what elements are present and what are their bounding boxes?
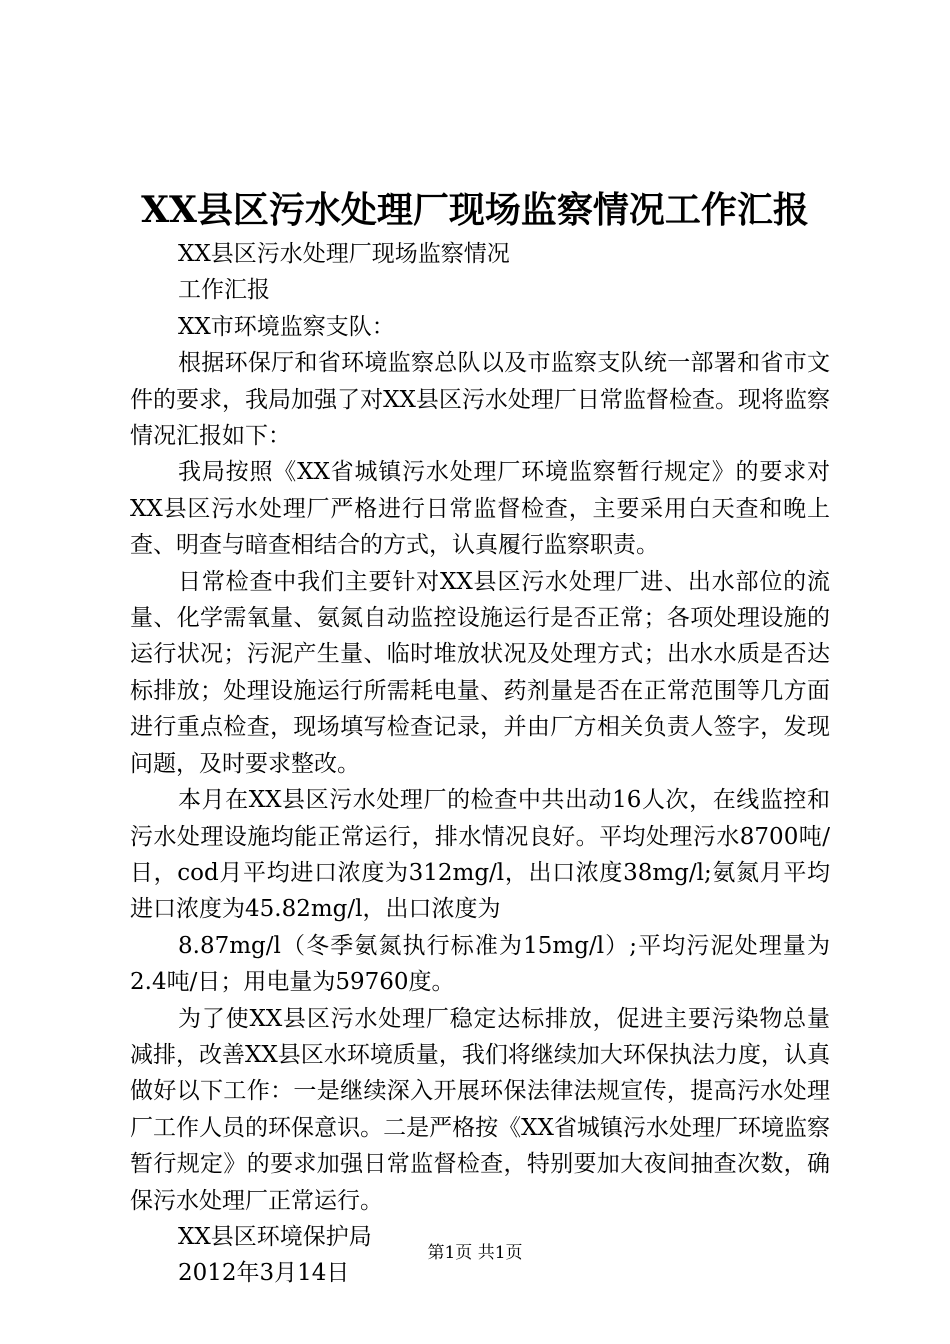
signature: XX县区环境保护局 (178, 1223, 372, 1250)
subtitle-line-2: 工作汇报 (178, 277, 270, 304)
paragraph-4: 本月在XX县区污水处理厂的检查中共出动16人次，在线监控和污水处理设施均能正常运行，排水情况良好。平均处理污水8700吨/日，cod月平均进口浓度为312mg/l，出口浓度38mg/l;氨氮月平均进口浓度为45.82mg/l，出口浓度为 (130, 787, 830, 923)
salutation: XX市环境监察支队： (178, 313, 395, 340)
date: 2012年3月14日 (178, 1260, 350, 1287)
page-footer: 第1页 共1页 (427, 1243, 523, 1263)
paragraph-6: 为了使XX县区污水处理厂稳定达标排放，促进主要污染物总量减排，改善XX县区水环境质量，我们将继续加大环保执法力度，认真做好以下工作：一是继续深入开展环保法律法规宣传，提高污水处理厂工作人员的环保意识。二是严格按《XX省城镇污水处理厂环境监察暂行规定》的要求加强日常监督检查，特别要加大夜间抽查次数，确保污水处理厂正常运行。 (130, 1005, 830, 1214)
paragraph-5: 8.87mg/l（冬季氨氮执行标准为15mg/l）;平均污泥处理量为2.4吨/日；用电量为59760度。 (130, 932, 830, 996)
subtitle-line-1: XX县区污水处理厂现场监察情况 (178, 241, 510, 267)
paragraph-3: 日常检查中我们主要针对XX县区污水处理厂进、出水部位的流量、化学需氧量、氨氮自动监控设施运行是否正常；各项处理设施的运行状况；污泥产生量、临时堆放状况及处理方式；出水水质是否达标排放；处理设施运行所需耗电量、药剂量是否在正常范围等几方面进行重点检查，现场填写检查记录，并由厂方相关负责人签字，发现问题，及时要求整改。 (130, 568, 830, 777)
document-body (130, 236, 830, 1292)
page-title: XX县区污水处理厂现场监察情况工作汇报 (141, 189, 809, 231)
paragraph-2: 我局按照《XX省城镇污水处理厂环境监察暂行规定》的要求对XX县区污水处理厂严格进行日常监督检查，主要采用白天查和晚上查、明查与暗查相结合的方式，认真履行监察职责。 (130, 459, 830, 559)
paragraph-1: 根据环保厅和省环境监察总队以及市监察支队统一部署和省市文件的要求，我局加强了对XX县区污水处理厂日常监督检查。现将监察情况汇报如下： (130, 350, 830, 450)
